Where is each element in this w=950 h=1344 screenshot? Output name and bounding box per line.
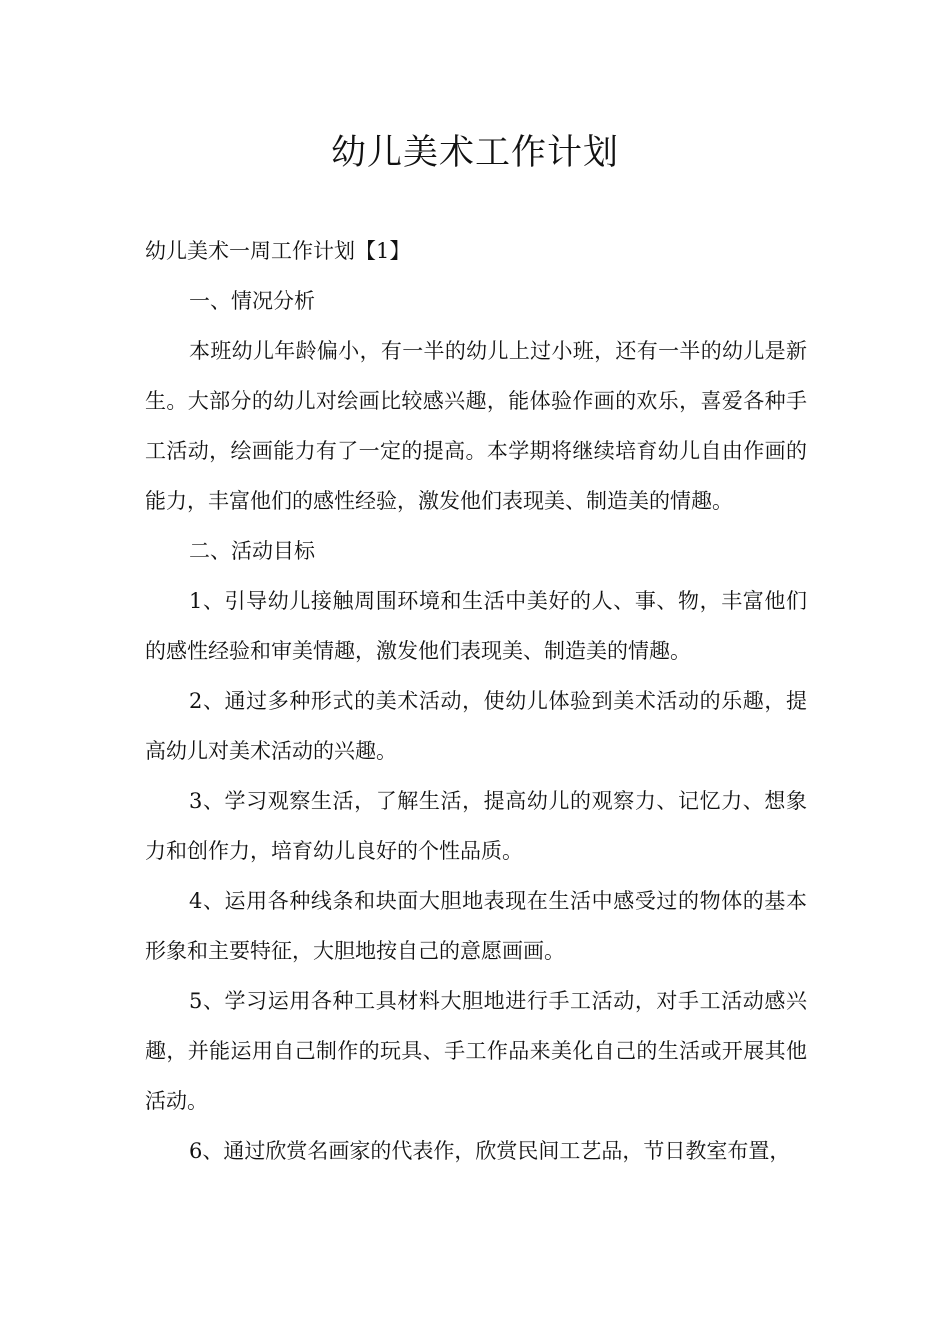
goal-item-4: 4、运用各种线条和块面大胆地表现在生活中感受过的物体的基本形象和主要特征，大胆地按自己的意愿画画。 (145, 889, 807, 963)
goal-item-1: 1、引导幼儿接触周围环境和生活中美好的人、事、物，丰富他们的感性经验和审美情趣，激发他们表现美、制造美的情趣。 (145, 589, 807, 663)
goal-item-5: 5、学习运用各种工具材料大胆地进行手工活动，对手工活动感兴趣，并能运用自己制作的玩具、手工作品来美化自己的生活或开展其他活动。 (145, 989, 807, 1113)
goal-item-6: 6、通过欣赏名画家的代表作，欣赏民间工艺品，节日教室布置， (189, 1139, 791, 1163)
section-heading-situation: 一、情况分析 (189, 289, 315, 313)
document-body (145, 226, 807, 1176)
paragraph-situation: 本班幼儿年龄偏小，有一半的幼儿上过小班，还有一半的幼儿是新生。大部分的幼儿对绘画比较感兴趣，能体验作画的欢乐，喜爱各种手工活动，绘画能力有了一定的提高。本学期将继续培育幼儿自由作画的能力，丰富他们的感性经验，激发他们表现美、制造美的情趣。 (145, 339, 807, 513)
goal-item-2: 2、通过多种形式的美术活动，使幼儿体验到美术活动的乐趣，提高幼儿对美术活动的兴趣。 (145, 689, 807, 763)
section-heading-goals: 二、活动目标 (189, 539, 315, 563)
document-title: 幼儿美术工作计划 (330, 133, 619, 173)
goal-item-3: 3、学习观察生活，了解生活，提高幼儿的观察力、记忆力、想象力和创作力，培育幼儿良好的个性品质。 (145, 789, 807, 863)
document-subtitle: 幼儿美术一周工作计划【1】 (145, 239, 411, 263)
